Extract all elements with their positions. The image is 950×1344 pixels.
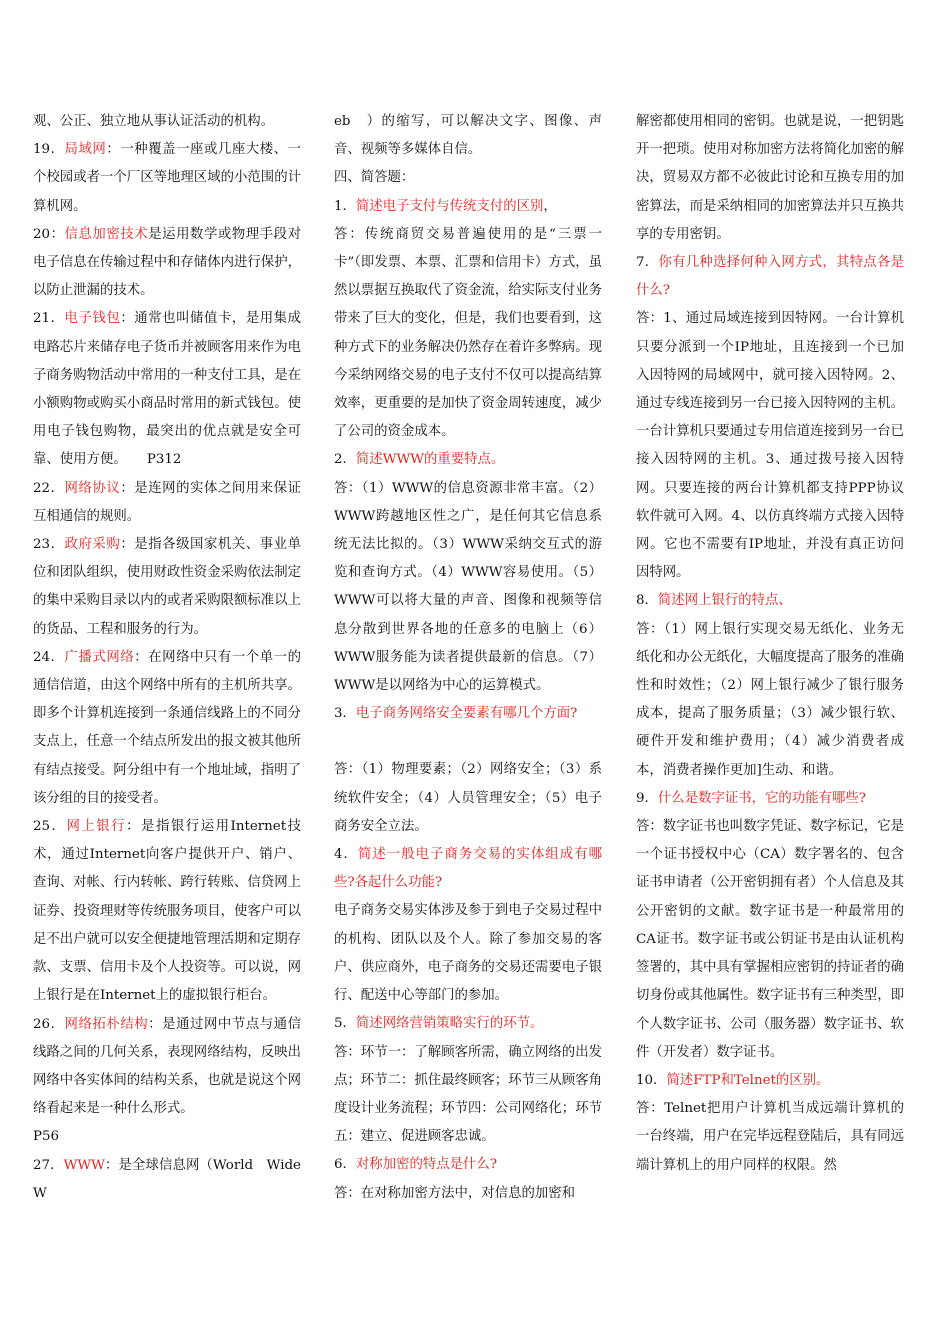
item-number: 4． <box>334 847 358 863</box>
paragraph-text: 观、公正、独立地从事认证活动的机构。 <box>33 114 275 129</box>
highlighted-term: 网络拓朴结构 <box>64 1016 149 1032</box>
definition-paragraph <box>334 1010 602 1038</box>
highlighted-term: 网络协议 <box>64 480 121 496</box>
definition-paragraph <box>636 587 904 615</box>
highlighted-term: 网上银行 <box>66 819 127 835</box>
item-number: 10． <box>636 1072 667 1088</box>
item-number: 27． <box>33 1157 64 1173</box>
text-paragraph <box>334 108 602 164</box>
definition-paragraph <box>33 475 301 531</box>
text-paragraph <box>636 1095 904 1180</box>
text-paragraph <box>334 475 602 701</box>
paragraph-text: 四、简答题： <box>334 170 415 186</box>
item-number: 2． <box>334 452 356 468</box>
item-number: 3． <box>334 706 356 722</box>
text-paragraph <box>636 305 904 587</box>
definition-paragraph <box>334 446 602 474</box>
definition-paragraph <box>334 193 602 221</box>
item-number: 23． <box>33 537 65 553</box>
highlighted-term: 简述网上银行的特点、 <box>657 593 792 609</box>
highlighted-term: 简述一般电子商务交易的实体组成有哪些?各起什么功能? <box>334 847 602 891</box>
paragraph-text: ：是指各级国家机关、事业单位和团队组织，使用财政性资金采购依法制定的集中采购目录以内的或者采购限额标准以上的货品、工程和服务的行为。 <box>33 537 302 637</box>
definition-paragraph <box>33 305 301 474</box>
text-paragraph <box>636 108 904 249</box>
paragraph-text: 是运用数学或物理手段对电子信息在传输过程中和存储体内进行保护，以防止泄漏的技术。 <box>33 226 302 299</box>
highlighted-term: WWW <box>63 1157 105 1173</box>
paragraph-text: ：通常也叫储值卡，是用集成电路芯片来储存电子货币并被顾客用来作为电子商务购物活动中常用的一种支付工具，是在小额购物或购买小商品时常用的新式钱包。使用电子钱包购物，最突出的优点就是安全可靠、使用方便。 P312 <box>33 311 302 468</box>
definition-paragraph <box>33 531 301 644</box>
item-number: 1． <box>334 198 356 214</box>
paragraph-text: 答：1、通过局域连接到因特网。一台计算机只要分派到一个IP地址，且连接到一个已加入因特网的局域网中，就可接入因特网。2、通过专线连接到另一台已接入因特网的主机。一台计算机只要通过专用信道连接到另一台已接入因特网的主机。3、通过拨号接入因特网。只要连接的两台计算机都支持PPP协议软件就可入网。4、以仿真终端方式接入因特网。它也不需要有IP地址，并没有真正访问因特网。 <box>636 311 904 581</box>
paragraph-text: 电子商务交易实体涉及参于到电子交易过程中的机构、团队以及个人。除了参加交易的客户、供应商外，电子商务的交易还需要电子银行、配送中心等部门的参加。 <box>334 903 602 1004</box>
item-number: 24． <box>33 649 65 665</box>
item-number: 26． <box>33 1016 65 1032</box>
text-paragraph <box>334 897 602 1010</box>
item-number: 8． <box>636 593 658 609</box>
item-number: 22． <box>33 480 65 496</box>
definition-paragraph <box>636 785 904 813</box>
text-paragraph <box>636 616 904 785</box>
item-number: 25． <box>33 819 67 835</box>
definition-paragraph <box>33 221 301 306</box>
text-paragraph <box>33 108 301 136</box>
paragraph-text: P56 <box>33 1129 60 1145</box>
item-number: 20： <box>33 226 65 242</box>
paragraph-text: ：是连网的实体之间用来保证互相通信的规则。 <box>33 480 302 524</box>
text-column-3 <box>636 108 904 1180</box>
highlighted-term: 广播式网络 <box>64 649 135 665</box>
paragraph-text: ：一种覆盖一座或几座大楼、一个校园或者一个厂区等地理区域的小范围的计算机网。 <box>33 142 302 214</box>
text-paragraph <box>334 1039 602 1152</box>
paragraph-text: 答：传统商贸交易普遍使用的是“三票一卡”（即发票、本票、汇票和信用卡）方式，虽然以票据互换取代了资金流，给实际支付业务带来了巨大的变化，但是，我们也要看到，这种方式下的业务解决仍然存在着许多弊病。现今采纳网络交易的电子支付不仅可以提高结算效率，更重要的是加快了资金周转速度，减少了公司的资金成本。 <box>334 226 602 440</box>
highlighted-term: 你有几种选择何种入网方式，其特点各是什么? <box>636 255 904 299</box>
paragraph-text: 答：（1）网上银行实现交易无纸化、业务无纸化和办公无纸化，大幅度提高了服务的准确性和时效性；（2）网上银行减少了银行服务成本，提高了服务质量；（3）减少银行软、硬件开发和维护费用；（4）减少消费者成本，消费者操作更加]生动、和谐。 <box>636 621 904 778</box>
definition-paragraph <box>33 1152 315 1208</box>
highlighted-term: 电子钱包 <box>64 311 121 327</box>
definition-paragraph <box>334 700 602 728</box>
paragraph-text: ：在网络中只有一个单一的通信信道，由这个网络中所有的主机所共享。即多个计算机连接到一条通信线路上的不同分支点上，任意一个结点所发出的报文被其他所有结点接受。阿分组中有一个地址域，指明了该分组的目的接受者。 <box>33 649 302 806</box>
definition-paragraph <box>636 249 904 305</box>
item-number: 5． <box>334 1016 356 1032</box>
highlighted-term: 局域网 <box>64 142 107 158</box>
text-paragraph <box>334 164 602 192</box>
highlighted-term: 什么是数字证书，它的功能有哪些? <box>657 790 866 806</box>
highlighted-term: 简述WWW的重要特点。 <box>355 452 505 468</box>
definition-paragraph <box>33 813 301 1010</box>
paragraph-text: ：是通过网中节点与通信线路之间的几何关系，表现网络结构，反映出网络中各实体间的结构关系，也就是说这个网络看起来是一种什么形式。 <box>33 1016 302 1117</box>
highlighted-term: 对称加密的特点是什么? <box>355 1157 498 1173</box>
paragraph-text: ：是指银行运用Internet技术，通过Internet向客户提供开户、销户、查询、对帐、行内转帐、跨行转账、信贷网上证券、投资理财等传统服务项目，使客户可以足不出户就可以安全便捷地管理活期和定期存款、支票、信用卡及个人投资等。可以说，网上银行是在Internet上的虚拟银行柜台。 <box>33 819 301 1004</box>
item-number: 9． <box>636 790 658 806</box>
item-number: 6． <box>334 1157 356 1173</box>
paragraph-text: eb ）的缩写，可以解决文字、图像、声音、视频等多媒体自信。 <box>334 114 602 158</box>
item-number: 21． <box>33 311 65 327</box>
text-paragraph <box>334 756 602 841</box>
highlighted-term: 简述电子支付与传统支付的区别 <box>355 198 544 214</box>
paragraph-text: 解密都使用相同的密钥。也就是说，一把钥匙开一把琐。使用对称加密方法将简化加密的解决，贸易双方都不必彼此讨论和互换专用的加密算法，而是采纳相同的加密算法并只互换共享的专用密钥。 <box>636 114 904 242</box>
item-number: 19． <box>33 142 65 158</box>
highlighted-term: 简述FTP和Telnet的区别。 <box>666 1072 830 1088</box>
highlighted-term: 政府采购 <box>64 537 121 553</box>
text-paragraph <box>636 813 904 1067</box>
paragraph-text: ：是全球信息网（World Wide W <box>33 1157 315 1201</box>
definition-paragraph <box>33 644 301 813</box>
paragraph-text: 答：（1）WWW的信息资源非常丰富。（2）WWW跨越地区性之广，是任何其它信息系统无法比拟的。（3）WWW采纳交互式的游览和查询方式。（4）WWW容易使用。（5）WWW可以将大量的声音、图像和视频等信息分散到世界各地的任意多的电脑上（6）WWW服务能为读者提供最新的信息。（7）WWW是以网络为中心的运算模式。 <box>334 480 602 694</box>
paragraph-text: 答：环节一：了解顾客所需，确立网络的出发点；环节二：抓住最终顾客；环节三从顾客角度设计业务流程；环节四：公司网络化；环节五：建立、促进顾客忠诚。 <box>334 1044 602 1145</box>
text-paragraph <box>334 1180 602 1208</box>
paragraph-text: 答：（1）物理要素；（2）网络安全；（3）系统软件安全；（4）人员管理安全；（5）电子商务安全立法。 <box>334 762 602 834</box>
text-paragraph <box>33 1123 301 1151</box>
text-column-1 <box>33 108 315 1208</box>
paragraph-text: 答：数字证书也叫数字凭证、数字标记，它是一个证书授权中心（CA）数字署名的、包含证书申请者（公开密钥拥有者）个人信息及其公开密钥的文献。数字证书是一种最常用的CA证书。数字证书或公钥证书是由认证机构签署的，其中具有掌握相应密钥的持证者的确切身份或其他属性。数字证书有三种类型，即个人数字证书、公司（服务器）数字证书、软件（开发者）数字证书。 <box>636 819 904 1060</box>
text-paragraph <box>334 728 602 756</box>
highlighted-term: 信息加密技术 <box>64 226 149 242</box>
paragraph-text: 答：在对称加密方法中，对信息的加密和 <box>334 1185 576 1201</box>
definition-paragraph <box>33 1011 301 1124</box>
highlighted-term: 简述网络营销策略实行的环节。 <box>355 1016 544 1032</box>
text-column-2 <box>334 108 602 1208</box>
paragraph-text: 答：Telnet把用户计算机当成远端计算机的一台终端，用户在完毕远程登陆后，具有同远端计算机上的用户同样的权限。然 <box>636 1101 904 1173</box>
definition-paragraph <box>334 1151 602 1179</box>
paragraph-text: ， <box>543 198 557 214</box>
text-paragraph <box>334 221 602 447</box>
item-number: 7． <box>636 255 659 271</box>
definition-paragraph <box>33 136 301 221</box>
definition-paragraph <box>636 1067 904 1095</box>
definition-paragraph <box>334 841 602 897</box>
highlighted-term: 电子商务网络安全要素有哪几个方面? <box>355 706 578 722</box>
